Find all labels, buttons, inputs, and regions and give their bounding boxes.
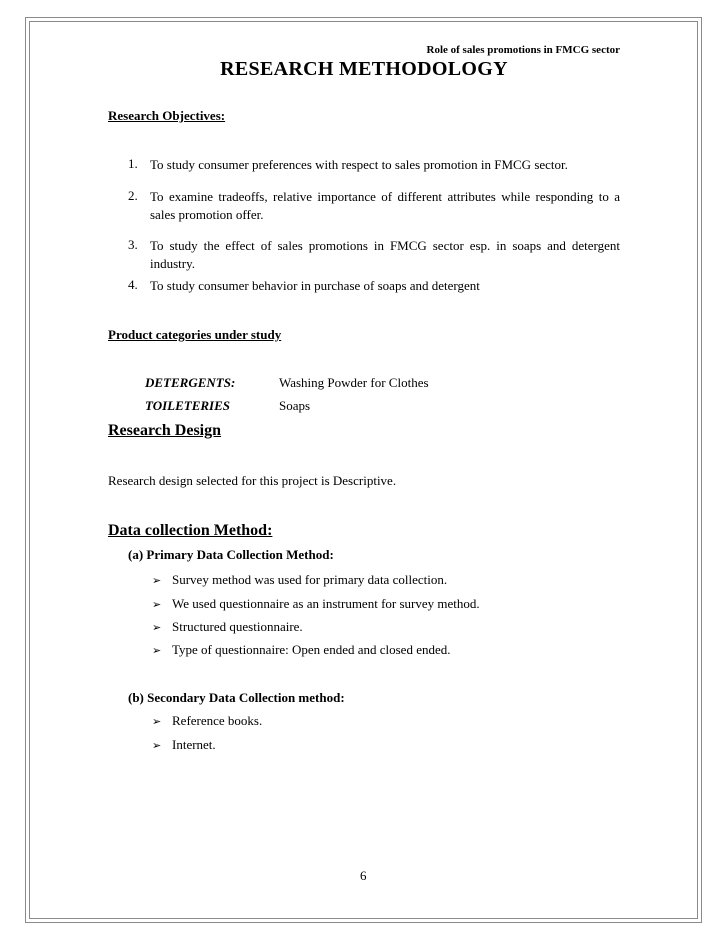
list-item xyxy=(152,737,216,753)
arrow-bullet-icon: ➢ xyxy=(152,621,162,634)
list-item xyxy=(152,642,451,658)
design-text: Research design selected for this project is Descriptive. xyxy=(108,473,397,488)
objective-number: 4. xyxy=(128,277,138,292)
category-name: TOILETERIES xyxy=(145,398,231,413)
category-value: Soaps xyxy=(279,398,311,413)
page-number: 6 xyxy=(360,868,367,883)
collection-heading: Data collection Method: xyxy=(108,522,273,539)
category-name: DETERGENTS: xyxy=(145,375,236,390)
bullet-text: Structured questionnaire. xyxy=(172,619,303,634)
bullet-text: Internet. xyxy=(172,737,216,752)
arrow-bullet-icon: ➢ xyxy=(152,715,162,728)
category-value: Washing Powder for Clothes xyxy=(279,375,429,390)
objective-number: 1. xyxy=(128,156,138,171)
objective-text: To study consumer behavior in purchase of soaps and detergent xyxy=(150,278,480,293)
page-title xyxy=(0,58,728,81)
arrow-bullet-icon: ➢ xyxy=(152,644,162,657)
running-header: Role of sales promotions in FMCG sector xyxy=(426,44,620,56)
bullet-text: Survey method was used for primary data collection. xyxy=(172,572,448,587)
categories-heading: Product categories under study xyxy=(108,327,282,342)
design-heading: Research Design xyxy=(108,422,222,439)
objective-text: To study consumer preferences with respect to sales promotion in FMCG sector. xyxy=(150,157,568,172)
list-item xyxy=(152,619,303,635)
objective-text: To examine tradeoffs, relative importance of different attributes while responding to a sales promotion offer. xyxy=(150,189,620,222)
arrow-bullet-icon: ➢ xyxy=(152,574,162,587)
page-title-text: RESEARCH METHODOLOGY xyxy=(220,58,508,80)
primary-heading: (a) Primary Data Collection Method: xyxy=(128,547,334,562)
objective-number: 3. xyxy=(128,237,138,252)
bullet-text: Type of questionnaire: Open ended and closed ended. xyxy=(172,642,451,657)
arrow-bullet-icon: ➢ xyxy=(152,598,162,611)
list-item xyxy=(152,572,447,588)
objectives-heading: Research Objectives: xyxy=(108,108,226,123)
bullet-text: We used questionnaire as an instrument for survey method. xyxy=(172,596,480,611)
bullet-text: Reference books. xyxy=(172,713,263,728)
arrow-bullet-icon: ➢ xyxy=(152,739,162,752)
list-item xyxy=(152,713,262,729)
secondary-heading: (b) Secondary Data Collection method: xyxy=(128,690,345,705)
objective-number: 2. xyxy=(128,188,138,203)
objective-text: To study the effect of sales promotions in FMCG sector esp. in soaps and detergent industry. xyxy=(150,238,620,271)
list-item xyxy=(152,596,480,612)
